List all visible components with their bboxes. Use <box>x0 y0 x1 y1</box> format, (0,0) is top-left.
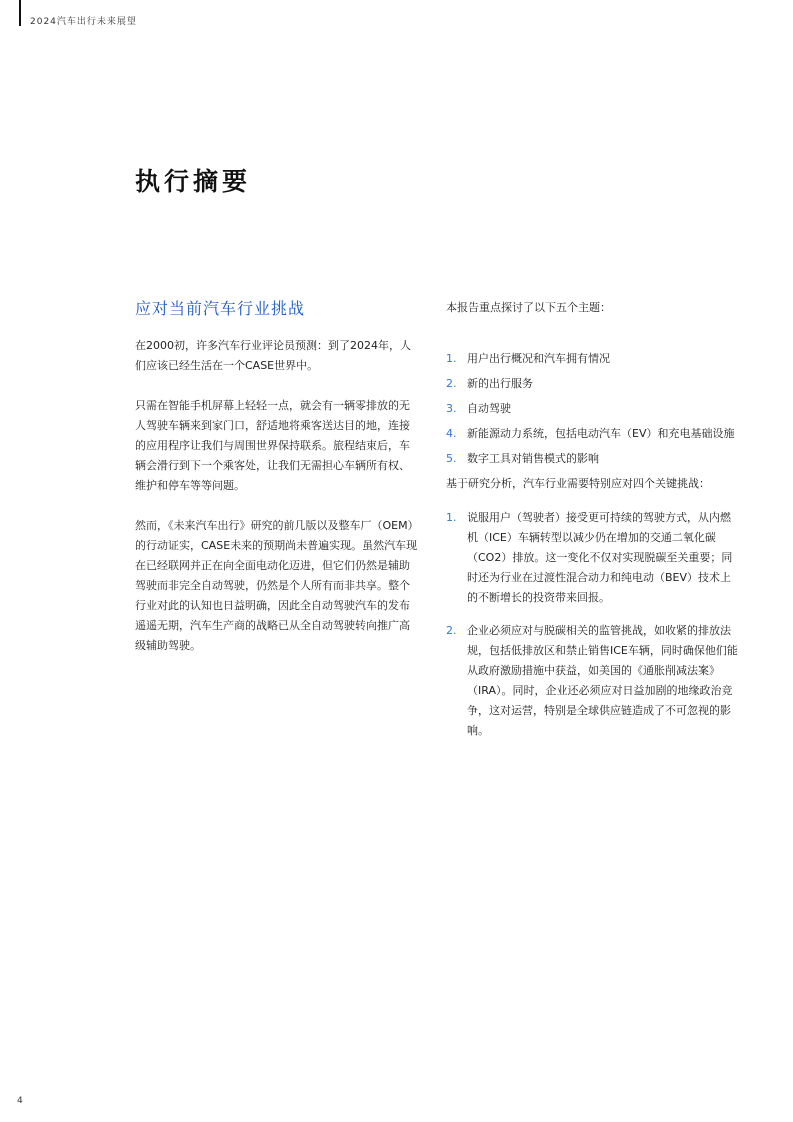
list-number: 3. <box>446 402 457 415</box>
list-text: 用户出行概况和汽车拥有情况 <box>467 352 610 365</box>
list-text: 新能源动力系统，包括电动汽车（EV）和充电基础设施 <box>467 427 735 440</box>
list-number: 4. <box>446 427 457 440</box>
list-item <box>446 621 741 741</box>
section-heading: 应对当前汽车行业挑战 <box>135 299 306 318</box>
page-title: 执行摘要 <box>135 167 252 196</box>
list-number: 5. <box>446 452 457 465</box>
paragraph-2: 只需在智能手机屏幕上轻轻一点，就会有一辆零排放的无人驾驶车辆来到家门口，舒适地将乘客送达目的地，连接的应用程序让我们与周围世界保持联系。旅程结束后，车辆会滑行到下一个乘客处，让我们无需担心车辆所有权、维护和停车等等问题。 <box>135 399 410 492</box>
topics-list <box>446 349 741 469</box>
page-number: 4 <box>17 1096 23 1106</box>
list-item <box>446 349 741 369</box>
list-number: 2. <box>446 377 457 390</box>
list-text: 说服用户（驾驶者）接受更可持续的驾驶方式，从内燃机（ICE）车辆转型以减少仍在增加的交通二氧化碳（CO2）排放。这一变化不仅对实现脱碳至关重要；同时还为行业在过渡性混合动力和纯电动（BEV）技术上的不断增长的投资带来回报。 <box>467 511 733 604</box>
topics-intro: 本报告重点探讨了以下五个主题： <box>446 301 611 314</box>
header-accent-bar <box>19 0 21 26</box>
list-number: 1. <box>446 352 457 365</box>
challenges-list <box>446 508 741 741</box>
paragraph-1: 在2000初，许多汽车行业评论员预测：到了2024年，人们应该已经生活在一个CASE世界中。 <box>135 339 411 372</box>
list-text: 企业必须应对与脱碳相关的监管挑战，如收紧的排放法规，包括低排放区和禁止销售ICE车辆，同时确保他们能从政府激励措施中获益，如美国的《通胀削减法案》（IRA）。同时，企业还必须应对日益加剧的地缘政治竞争，这对运营，特别是全球供应链造成了不可忽视的影响。 <box>467 624 738 737</box>
running-header: 2024汽车出行未来展望 <box>30 17 137 27</box>
paragraph-3: 然而，《未来汽车出行》研究的前几版以及整车厂（OEM）的行动证实，CASE未来的预期尚未普遍实现。虽然汽车现在已经联网并正在向全面电动化迈进，但它们仍然是辅助驾驶而非完全自动驾驶，仍然是个人所有而非共享。整个行业对此的认知也日益明确，因此全自动驾驶汽车的发布遥遥无期，汽车生产商的战略已从全自动驾驶转向推广高级辅助驾驶。 <box>135 519 419 652</box>
list-item <box>446 449 741 469</box>
left-column <box>135 296 419 676</box>
list-number: 1. <box>446 511 457 524</box>
list-text: 新的出行服务 <box>467 377 533 390</box>
list-text: 数字工具对销售模式的影响 <box>467 452 599 465</box>
list-item <box>446 399 741 419</box>
list-text: 自动驾驶 <box>467 402 511 415</box>
list-item <box>446 508 741 608</box>
list-item <box>446 374 741 394</box>
list-number: 2. <box>446 624 457 637</box>
list-item <box>446 424 741 444</box>
right-column <box>446 296 741 754</box>
challenges-intro: 基于研究分析，汽车行业需要特别应对四个关键挑战： <box>446 477 710 490</box>
